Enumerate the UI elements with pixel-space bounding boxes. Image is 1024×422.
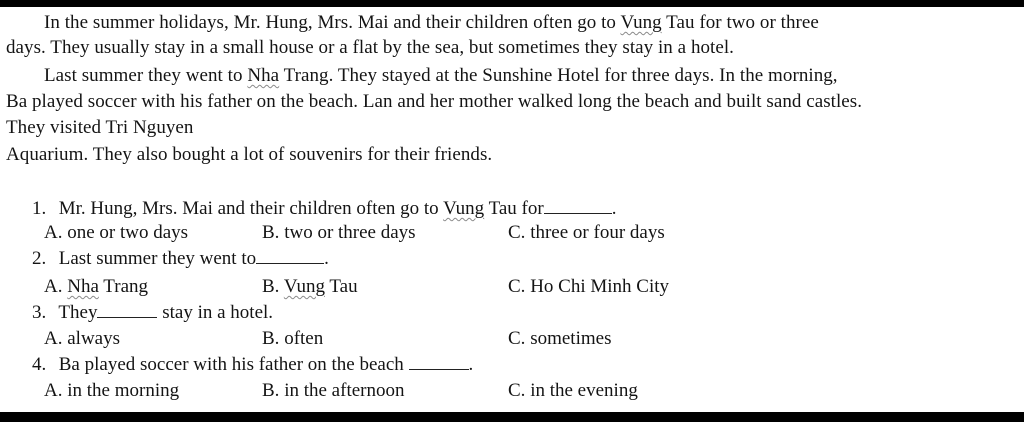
- question-3: [32, 301, 273, 325]
- question-end: .: [611, 198, 617, 219]
- passage-text: Aquarium. They also bought a lot of souvenirs for their friends.: [6, 144, 493, 165]
- q4-option-b[interactable]: [262, 379, 404, 403]
- q1-option-a[interactable]: [44, 221, 188, 245]
- option-text: Ho Chi Minh City: [530, 276, 670, 297]
- option-letter: A.: [44, 380, 63, 401]
- q2-option-c[interactable]: [508, 275, 669, 299]
- question-number: 2.: [32, 248, 47, 269]
- option-text: always: [67, 328, 120, 349]
- spell-flag-word: Vung: [443, 198, 485, 219]
- q1-option-b[interactable]: [262, 221, 416, 245]
- option-letter: A.: [44, 328, 63, 349]
- option-text: one or two days: [67, 222, 189, 243]
- question-4: [32, 353, 473, 377]
- option-letter: A.: [44, 222, 63, 243]
- answer-blank[interactable]: [409, 354, 469, 370]
- spell-flag-word: Vung: [620, 12, 662, 33]
- question-2: [32, 247, 329, 271]
- question-number: 3.: [32, 302, 47, 323]
- option-letter: B.: [262, 380, 280, 401]
- passage-line-1: [44, 11, 819, 35]
- option-letter: B.: [262, 276, 280, 297]
- answer-blank[interactable]: [544, 198, 612, 214]
- option-letter: C.: [508, 276, 526, 297]
- q4-option-c[interactable]: [508, 379, 638, 403]
- option-letter: C.: [508, 380, 526, 401]
- option-text: Trang: [98, 276, 148, 297]
- question-end: .: [324, 248, 329, 269]
- answer-blank[interactable]: [256, 248, 324, 264]
- passage-text: They visited Tri Nguyen: [6, 117, 194, 138]
- option-letter: B.: [262, 328, 280, 349]
- passage-text: In the summer holidays, Mr. Hung, Mrs. Mai and their children often go to: [44, 12, 621, 33]
- answer-blank[interactable]: [97, 302, 157, 318]
- q4-option-a[interactable]: [44, 379, 179, 403]
- option-letter: A.: [44, 276, 63, 297]
- option-text: often: [284, 328, 324, 349]
- worksheet-page: [0, 7, 1024, 412]
- spell-flag-word: Vung: [283, 276, 325, 297]
- question-text: Ba played soccer with his father on the beach: [58, 354, 409, 375]
- option-text: in the evening: [530, 380, 638, 401]
- question-number: 1.: [32, 198, 47, 219]
- question-1: [32, 197, 616, 221]
- question-end: .: [468, 354, 474, 375]
- option-text: sometimes: [530, 328, 612, 349]
- question-text: Last summer they went to: [58, 248, 257, 269]
- question-text: Mr. Hung, Mrs. Mai and their children often go to: [58, 198, 444, 219]
- option-text: in the afternoon: [284, 380, 405, 401]
- q3-option-b[interactable]: [262, 327, 323, 351]
- passage-line-4: [6, 90, 862, 114]
- spell-flag-word: Nha: [247, 65, 280, 86]
- passage-text: days. They usually stay in a small house or a flat by the sea, but sometimes they stay in a hotel.: [6, 37, 734, 58]
- option-letter: C.: [508, 222, 526, 243]
- q3-option-c[interactable]: [508, 327, 611, 351]
- passage-text: Tau for two or three: [661, 12, 819, 33]
- passage-line-5: [6, 116, 193, 140]
- option-text: in the morning: [67, 380, 180, 401]
- question-text: They: [58, 302, 98, 323]
- passage-line-3: [44, 64, 838, 88]
- question-number: 4.: [32, 354, 47, 375]
- option-text: two or three days: [284, 222, 416, 243]
- q1-option-c[interactable]: [508, 221, 665, 245]
- spell-flag-word: Nha: [67, 276, 99, 297]
- option-letter: B.: [262, 222, 280, 243]
- passage-text: Ba played soccer with his father on the beach. Lan and her mother walked long the beach and built sand castles.: [6, 91, 863, 112]
- question-text: stay in a hotel.: [157, 302, 274, 323]
- q2-option-a[interactable]: [44, 275, 148, 299]
- passage-line-2: [6, 36, 734, 60]
- option-letter: C.: [508, 328, 526, 349]
- option-text: three or four days: [530, 222, 665, 243]
- q3-option-a[interactable]: [44, 327, 120, 351]
- passage-text: Last summer they went to: [44, 65, 248, 86]
- option-text: Tau: [324, 276, 358, 297]
- q2-option-b[interactable]: [262, 275, 358, 299]
- question-text: Tau for: [484, 198, 544, 219]
- passage-text: Trang. They stayed at the Sunshine Hotel for three days. In the morning,: [279, 65, 838, 86]
- passage-line-6: [6, 143, 492, 167]
